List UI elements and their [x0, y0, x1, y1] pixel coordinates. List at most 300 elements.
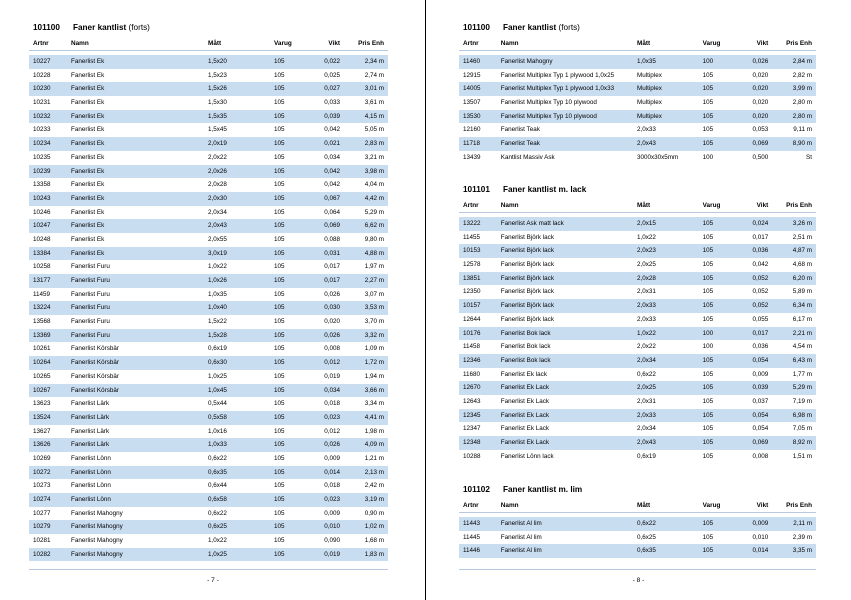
product-section — [459, 184, 816, 463]
cell-vikt: 0,052 — [752, 302, 769, 310]
cell-namn: Fanerlist Lärk — [71, 441, 110, 449]
table-row — [29, 247, 388, 261]
cell-matt: 0,6x35 — [208, 468, 227, 476]
cell-vikt: 0,010 — [324, 523, 340, 531]
cell-namn: Fanerlist Ek — [71, 112, 105, 120]
cell-pris: 6,17 m — [792, 315, 812, 323]
cell-varug: 105 — [702, 439, 714, 446]
cell-pris: 2,13 m — [364, 468, 384, 476]
section-suffix: (forts) — [558, 23, 580, 32]
cell-pris: 6,43 m — [792, 356, 812, 364]
cell-matt: 1,0x35 — [208, 290, 227, 298]
table-row — [29, 425, 388, 439]
cell-varug: 105 — [274, 277, 285, 284]
cell-vikt: 0,020 — [324, 318, 340, 326]
cell-varug: 105 — [274, 153, 285, 161]
cell-vikt: 0,064 — [324, 208, 340, 216]
cell-pris: St — [806, 153, 812, 161]
table-row — [29, 260, 388, 274]
cell-pris: 2,84 m — [792, 58, 812, 65]
cell-matt: 0,6x19 — [208, 345, 227, 353]
table-row — [29, 274, 388, 288]
cell-vikt: 0,042 — [324, 167, 340, 175]
cell-artnr: 12915 — [463, 71, 481, 79]
cell-namn: Fanerlist Mahogny — [71, 537, 123, 545]
column-header-vikt: Vikt — [756, 202, 769, 209]
cell-matt: 2,0x28 — [637, 274, 656, 282]
table-row — [29, 96, 388, 110]
cell-vikt: 0,039 — [324, 112, 340, 120]
cell-vikt: 0,020 — [752, 112, 769, 120]
cell-varug: 105 — [702, 71, 714, 79]
cell-pris: 5,29 m — [364, 208, 384, 216]
cell-varug: 105 — [274, 496, 285, 503]
cell-artnr: 10233 — [33, 126, 51, 134]
table-row — [29, 329, 388, 343]
cell-namn: Fanerlist Teak — [500, 126, 540, 134]
cell-vikt: 0,034 — [324, 153, 340, 161]
cell-artnr: 12346 — [463, 356, 481, 364]
table-header — [459, 500, 816, 513]
cell-vikt: 0,026 — [752, 58, 769, 65]
cell-matt: 0,6x22 — [637, 520, 656, 527]
cell-matt: 1,0x22 — [208, 537, 227, 545]
cell-varug: 105 — [702, 370, 714, 378]
cell-matt: 2,0x28 — [208, 181, 227, 189]
cell-artnr: 10274 — [33, 496, 51, 503]
column-header-matt: Mått — [637, 502, 651, 509]
cell-vikt: 0,020 — [752, 85, 769, 93]
cell-matt: 2,0x25 — [637, 384, 656, 392]
cell-matt: 2,0x22 — [637, 343, 656, 351]
table-row — [29, 520, 388, 534]
table-row — [459, 244, 816, 258]
cell-varug: 105 — [274, 386, 285, 394]
cell-pris: 3,35 m — [792, 547, 812, 555]
cell-pris: 4,87 m — [792, 247, 812, 255]
cell-vikt: 0,030 — [324, 304, 340, 312]
cell-pris: 4,41 m — [364, 413, 384, 421]
cell-namn: Fanerlist Björk lack — [500, 233, 554, 241]
cell-pris: 3,70 m — [364, 318, 384, 326]
cell-varug: 100 — [702, 153, 714, 161]
cell-artnr: 10243 — [33, 194, 51, 202]
cell-vikt: 0,042 — [324, 181, 340, 189]
cell-vikt: 0,069 — [324, 222, 340, 230]
cell-artnr: 11460 — [463, 58, 481, 65]
cell-vikt: 0,067 — [324, 194, 340, 202]
page-8-bottom-rule — [459, 569, 816, 570]
cell-artnr: 10288 — [463, 452, 481, 460]
table-row — [459, 395, 816, 409]
table-row — [29, 137, 388, 151]
table-header — [29, 38, 388, 51]
cell-matt: 2,0x34 — [637, 425, 656, 433]
cell-matt: 2,0x55 — [208, 235, 227, 243]
cell-pris: 3,19 m — [364, 496, 384, 503]
table-row — [459, 69, 816, 83]
table-row — [459, 368, 816, 382]
cell-varug: 105 — [702, 112, 714, 120]
cell-vikt: 0,009 — [324, 509, 340, 517]
table-row — [29, 534, 388, 548]
cell-varug: 105 — [274, 112, 285, 120]
cell-artnr: 10261 — [33, 345, 51, 353]
cell-artnr: 12578 — [463, 261, 481, 269]
cell-namn: Fanerlist Ek — [71, 71, 105, 79]
cell-varug: 105 — [274, 537, 285, 545]
cell-varug: 105 — [274, 454, 285, 462]
cell-pris: 6,98 m — [792, 411, 812, 419]
cell-vikt: 0,054 — [752, 356, 769, 364]
cell-pris: 3,21 m — [364, 153, 384, 161]
cell-pris: 2,34 m — [364, 58, 384, 65]
cell-pris: 9,80 m — [364, 235, 384, 243]
cell-namn: Fanerlist Mahogny — [500, 58, 553, 65]
cell-pris: 2,21 m — [792, 329, 812, 337]
cell-varug: 105 — [274, 194, 285, 202]
cell-varug: 105 — [702, 247, 714, 255]
cell-varug: 105 — [702, 520, 714, 527]
cell-pris: 6,62 m — [364, 222, 384, 230]
cell-varug: 105 — [274, 167, 285, 175]
cell-artnr: 13851 — [463, 274, 481, 282]
cell-vikt: 0,055 — [752, 315, 769, 323]
cell-varug: 105 — [274, 263, 285, 271]
cell-pris: 5,29 m — [792, 384, 812, 392]
cell-varug: 100 — [702, 58, 714, 65]
table-row — [459, 285, 816, 299]
cell-pris: 2,74 m — [364, 71, 384, 79]
section-title — [459, 484, 816, 496]
column-header-namn: Namn — [500, 40, 519, 47]
table-row — [29, 151, 388, 165]
section-code: 101101 — [463, 185, 490, 194]
cell-namn: Fanerlist Mahogny — [71, 550, 123, 558]
column-header-artnr: Artnr — [463, 202, 479, 209]
cell-matt: 2,0x26 — [208, 167, 227, 175]
table-row — [29, 178, 388, 192]
cell-namn: Fanerlist Bok lack — [500, 356, 551, 364]
section-code: 101100 — [463, 23, 490, 32]
cell-namn: Kantlist Massiv Ask — [500, 153, 555, 161]
cell-varug: 105 — [274, 441, 285, 449]
cell-vikt: 0,017 — [324, 263, 340, 271]
cell-varug: 105 — [702, 99, 714, 107]
cell-pris: 4,15 m — [364, 112, 384, 120]
cell-artnr: 10248 — [33, 235, 51, 243]
cell-vikt: 0,088 — [324, 235, 340, 243]
cell-namn: Fanerlist Ek — [71, 126, 105, 134]
cell-pris: 3,53 m — [364, 304, 384, 312]
product-section — [459, 484, 816, 558]
cell-namn: Fanerlist Ek Lack — [500, 425, 550, 433]
cell-artnr: 10246 — [33, 208, 51, 216]
cell-matt: 0,6x30 — [208, 359, 227, 367]
cell-namn: Fanerlist Lärk — [71, 413, 110, 421]
cell-varug: 105 — [274, 400, 285, 408]
table-header — [459, 38, 816, 51]
cell-varug: 105 — [274, 372, 285, 380]
cell-artnr: 10264 — [33, 359, 51, 367]
cell-artnr: 11443 — [463, 520, 481, 527]
table-row — [459, 258, 816, 272]
cell-namn: Fanerlist Björk lack — [500, 302, 554, 310]
cell-varug: 105 — [274, 222, 285, 230]
column-header-varug: Varug — [702, 202, 721, 209]
cell-pris: 1,21 m — [364, 454, 384, 462]
cell-vikt: 0,009 — [752, 370, 769, 378]
cell-matt: Multiplex — [637, 85, 662, 93]
cell-namn: Fanerlist Multiplex Typ 10 plywood — [500, 112, 597, 120]
cell-artnr: 10272 — [33, 468, 51, 476]
cell-pris: 5,89 m — [792, 288, 812, 296]
cell-varug: 105 — [702, 384, 714, 392]
cell-varug: 105 — [702, 302, 714, 310]
cell-namn: Fanerlist Teak — [500, 140, 540, 148]
cell-varug: 105 — [702, 397, 714, 405]
table-row — [29, 411, 388, 425]
column-header-artnr: Artnr — [463, 502, 479, 509]
table-row — [29, 397, 388, 411]
table-row — [29, 192, 388, 206]
table-row — [459, 123, 816, 137]
cell-vikt: 0,031 — [324, 249, 340, 257]
cell-pris: 6,34 m — [792, 302, 812, 310]
page-7-bottom-rule — [29, 569, 388, 570]
table-row — [459, 409, 816, 423]
table-row — [459, 313, 816, 327]
cell-namn: Fanerlist Lönn — [71, 496, 111, 503]
cell-namn: Fanerlist Al lim — [500, 533, 542, 541]
cell-artnr: 10265 — [33, 372, 51, 380]
cell-matt: 0,6x22 — [208, 454, 227, 462]
cell-artnr: 10176 — [463, 329, 481, 337]
table-row — [29, 233, 388, 247]
table-row — [29, 438, 388, 452]
table-row — [29, 123, 388, 137]
cell-namn: Fanerlist Mahogny — [71, 523, 123, 531]
cell-pris: 3,32 m — [364, 331, 384, 339]
cell-vikt: 0,042 — [324, 126, 340, 134]
table-row — [29, 55, 388, 69]
cell-vikt: 0,018 — [324, 400, 340, 408]
cell-pris: 4,04 m — [364, 181, 384, 189]
column-header-pris: Pris Enh — [786, 202, 812, 209]
cell-matt: 0,5x44 — [208, 400, 227, 408]
table-row — [459, 544, 816, 558]
cell-varug: 105 — [274, 345, 285, 353]
cell-namn: Fanerlist Furu — [71, 331, 110, 339]
cell-artnr: 10247 — [33, 222, 51, 230]
section-name: Faner kantlist m. lim — [503, 485, 583, 494]
cell-pris: 4,88 m — [364, 249, 384, 257]
cell-artnr: 11446 — [463, 547, 481, 555]
table-row — [29, 548, 388, 562]
cell-namn: Fanerlist Körsbär — [71, 386, 119, 394]
table-row — [459, 327, 816, 341]
table-row — [459, 151, 816, 165]
cell-artnr: 12643 — [463, 397, 481, 405]
cell-matt: 2,0x31 — [637, 397, 656, 405]
cell-namn: Fanerlist Furu — [71, 318, 110, 326]
cell-vikt: 0,500 — [752, 153, 769, 161]
column-header-varug: Varug — [702, 502, 721, 509]
cell-namn: Fanerlist Ek — [71, 167, 105, 175]
cell-pris: 3,99 m — [792, 85, 812, 93]
table-row — [459, 340, 816, 354]
cell-artnr: 10157 — [463, 302, 481, 310]
cell-namn: Fanerlist Furu — [71, 277, 110, 284]
cell-namn: Fanerlist Körsbär — [71, 359, 119, 367]
cell-pris: 4,09 m — [364, 441, 384, 449]
cell-namn: Fanerlist Lönn — [71, 482, 111, 490]
product-section — [459, 22, 816, 165]
cell-matt: 1,0x22 — [637, 329, 656, 337]
cell-pris: 4,42 m — [364, 194, 384, 202]
cell-pris: 4,68 m — [792, 261, 812, 269]
table-row — [29, 69, 388, 83]
cell-matt: 1,0x33 — [208, 441, 227, 449]
table-header — [459, 200, 816, 213]
table-row — [459, 436, 816, 450]
cell-pris: 8,90 m — [792, 140, 812, 148]
cell-matt: 0,6x35 — [637, 547, 656, 555]
cell-varug: 105 — [702, 411, 714, 419]
table-row — [29, 356, 388, 370]
cell-namn: Fanerlist Multiplex Typ 1 plywood 1,0x25 — [500, 71, 615, 79]
cell-pris: 2,11 m — [793, 520, 812, 527]
cell-matt: 1,5x45 — [208, 126, 227, 134]
cell-vikt: 0,039 — [752, 384, 769, 392]
cell-namn: Fanerlist Ek Lack — [500, 384, 550, 392]
cell-pris: 2,80 m — [792, 112, 812, 120]
cell-pris: 9,11 m — [793, 126, 812, 134]
cell-pris: 1,94 m — [364, 372, 384, 380]
cell-matt: Multiplex — [637, 71, 662, 79]
section-title — [459, 22, 816, 34]
cell-matt: 0,6x58 — [208, 496, 227, 503]
cell-varug: 105 — [274, 181, 285, 189]
cell-varug: 105 — [274, 235, 285, 243]
cell-artnr: 13627 — [33, 427, 51, 435]
cell-varug: 105 — [274, 509, 285, 517]
cell-varug: 105 — [702, 356, 714, 364]
cell-vikt: 0,023 — [324, 413, 340, 421]
cell-artnr: 10258 — [33, 263, 51, 271]
cell-namn: Fanerlist Ek — [71, 140, 105, 148]
cell-vikt: 0,012 — [324, 359, 340, 367]
cell-matt: 0,5x58 — [208, 413, 227, 421]
cell-artnr: 12644 — [463, 315, 481, 323]
cell-matt: 2,0x43 — [208, 222, 227, 230]
cell-vikt: 0,026 — [324, 331, 340, 339]
table-row — [459, 531, 816, 545]
cell-pris: 5,05 m — [364, 126, 384, 134]
cell-varug: 100 — [702, 329, 714, 337]
cell-namn: Fanerlist Lönn lack — [500, 452, 554, 460]
table-row — [29, 507, 388, 521]
cell-artnr: 14005 — [463, 85, 481, 93]
cell-matt: 0,6x19 — [637, 452, 656, 460]
cell-matt: 1,0x40 — [208, 304, 227, 312]
cell-namn: Fanerlist Ek Lack — [500, 411, 550, 419]
cell-matt: 0,6x22 — [637, 370, 656, 378]
cell-varug: 105 — [274, 290, 285, 298]
cell-matt: 2,0x19 — [208, 140, 227, 148]
table-row — [459, 299, 816, 313]
cell-vikt: 0,019 — [324, 372, 340, 380]
cell-vikt: 0,014 — [752, 547, 769, 555]
cell-matt: 2,0x33 — [637, 315, 656, 323]
cell-namn: Fanerlist Lönn — [71, 454, 111, 462]
cell-pris: 1,98 m — [364, 427, 384, 435]
cell-pris: 1,68 m — [364, 537, 384, 545]
cell-varug: 105 — [702, 126, 714, 134]
cell-vikt: 0,069 — [752, 439, 769, 446]
cell-vikt: 0,037 — [752, 397, 769, 405]
section-title — [459, 184, 816, 196]
cell-varug: 100 — [702, 343, 714, 351]
table-row — [29, 452, 388, 466]
cell-artnr: 10232 — [33, 112, 51, 120]
cell-namn: Fanerlist Bok lack — [500, 343, 551, 351]
cell-artnr: 13524 — [33, 413, 51, 421]
cell-varug: 105 — [702, 274, 714, 282]
cell-vikt: 0,036 — [752, 343, 769, 351]
cell-namn: Fanerlist Ek lack — [500, 370, 547, 378]
cell-namn: Fanerlist Ek — [71, 99, 105, 107]
cell-matt: 2,0x43 — [637, 140, 656, 148]
cell-matt: 1,0x45 — [208, 386, 227, 394]
cell-pris: 3,98 m — [364, 167, 384, 175]
page-number: - 8 - — [632, 577, 645, 584]
cell-vikt: 0,009 — [324, 454, 340, 462]
cell-vikt: 0,017 — [752, 233, 769, 241]
table-row — [459, 55, 816, 69]
cell-artnr: 13224 — [33, 304, 51, 312]
cell-namn: Fanerlist Björk lack — [500, 274, 554, 282]
cell-matt: Multiplex — [637, 112, 662, 120]
cell-varug: 105 — [702, 233, 714, 241]
cell-matt: 1,0x16 — [208, 427, 227, 435]
cell-matt: 1,5x30 — [208, 99, 227, 107]
cell-matt: 1,0x25 — [208, 550, 227, 558]
cell-varug: 105 — [274, 99, 285, 107]
cell-artnr: 12670 — [463, 384, 481, 392]
cell-artnr: 13568 — [33, 318, 51, 326]
cell-artnr: 12347 — [463, 425, 481, 433]
cell-varug: 105 — [274, 468, 285, 476]
column-header-matt: Mått — [637, 40, 651, 47]
cell-namn: Fanerlist Ek — [71, 58, 105, 65]
cell-matt: 2,0x43 — [637, 439, 656, 446]
cell-pris: 7,05 m — [792, 425, 812, 433]
cell-matt: 1,0x22 — [637, 233, 656, 241]
cell-matt: 1,0x22 — [208, 263, 227, 271]
cell-matt: 0,6x25 — [208, 523, 227, 531]
cell-vikt: 0,042 — [752, 261, 769, 269]
column-header-artnr: Artnr — [33, 40, 49, 47]
cell-namn: Fanerlist Ek — [71, 85, 105, 93]
cell-pris: 1,83 m — [364, 550, 384, 558]
table-row — [29, 301, 388, 315]
column-header-namn: Namn — [500, 202, 519, 209]
cell-vikt: 0,052 — [752, 288, 769, 296]
cell-varug: 105 — [702, 220, 714, 227]
table-row — [29, 219, 388, 233]
cell-varug: 105 — [274, 126, 285, 134]
